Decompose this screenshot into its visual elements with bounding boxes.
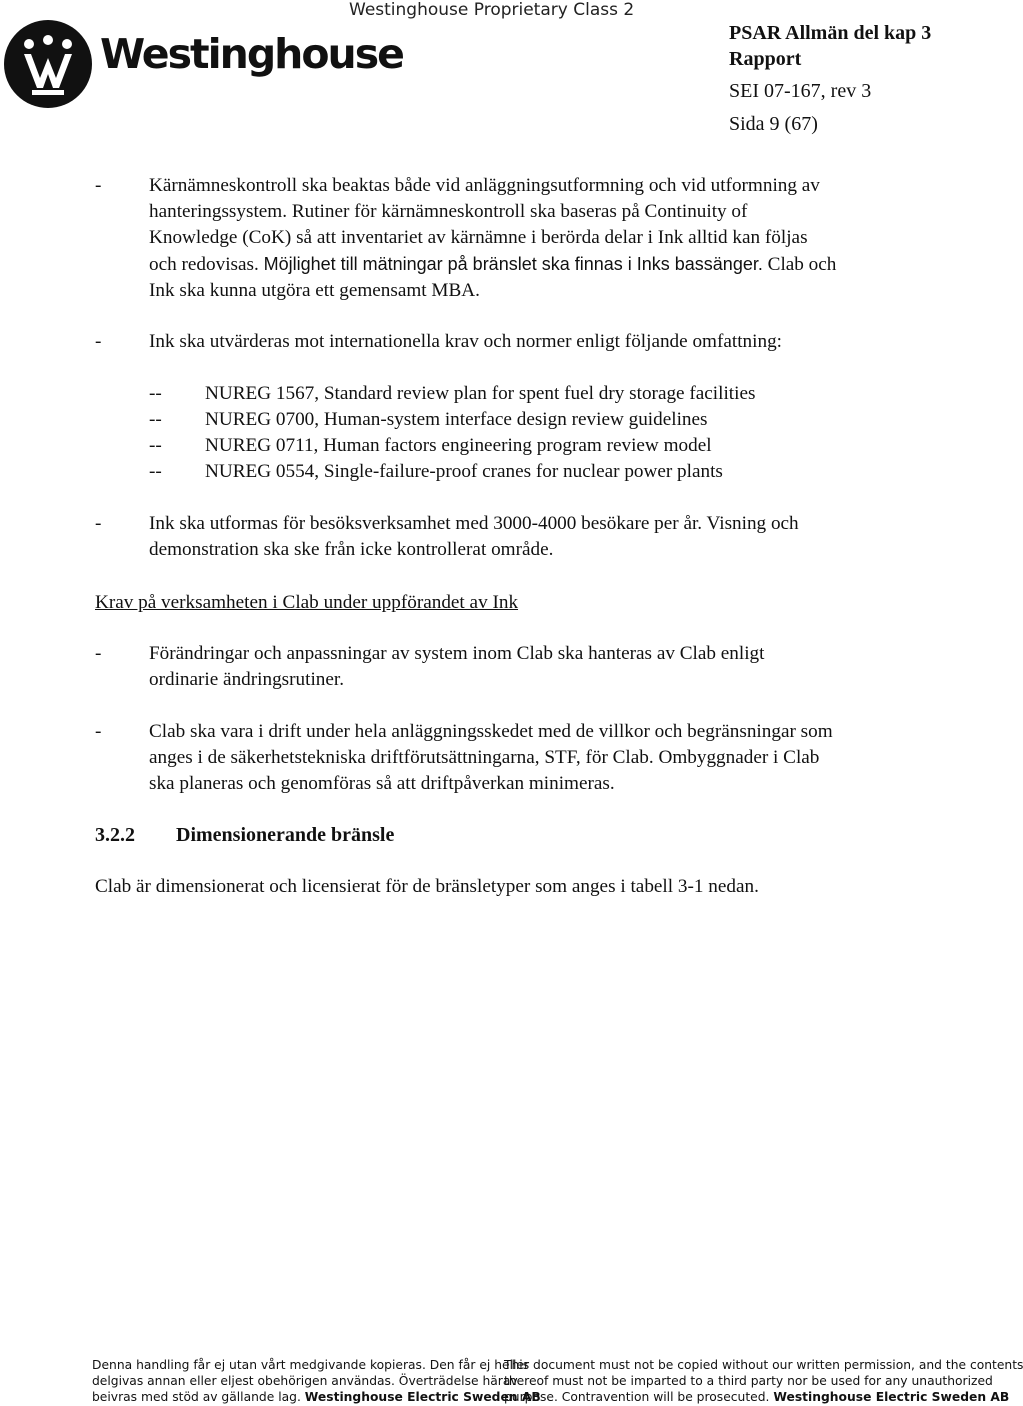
bullet-dash: - — [95, 643, 102, 664]
bullet-clab-operation — [149, 719, 939, 797]
bullet-visitor-activity — [149, 511, 939, 563]
classification-label: Westinghouse Proprietary Class 2 — [349, 0, 635, 20]
text-segment-sans: Möjlighet till mätningar på bränslet ska finnas i Inks bassänger. — [263, 254, 763, 274]
nureg-item: NUREG 0700, Human-system interface design review guidelines — [205, 409, 708, 430]
bullet-dash: - — [95, 331, 102, 352]
footer-line: This document must not be copied without our written permission, and the contents — [504, 1358, 1023, 1372]
footer-line — [92, 1389, 541, 1405]
section-title: Dimensionerande bränsle — [176, 824, 395, 846]
nureg-item: NUREG 0554, Single-failure-proof cranes for nuclear power plants — [205, 461, 723, 482]
sub-bullet-dash: -- — [149, 409, 162, 430]
bullet-nuclear-material-control — [149, 173, 939, 304]
text-line: Clab ska vara i drift under hela anläggningsskedet med de villkor och begränsningar som — [149, 721, 833, 742]
text-line: Ink ska kunna utgöra ett gemensamt MBA. — [149, 280, 480, 301]
text-line: Kärnämneskontroll ska beaktas både vid anläggningsutformning och vid utformning av — [149, 175, 820, 196]
footer-text: beivras med stöd av gällande lag. — [92, 1390, 301, 1404]
sub-bullet-dash: -- — [149, 383, 162, 404]
nureg-item: NUREG 1567, Standard review plan for spent fuel dry storage facilities — [205, 383, 756, 404]
text-line: ordinarie ändringsrutiner. — [149, 669, 345, 690]
footer-line: delgivas annan eller eljest obehörigen användas. Överträdelse härav — [92, 1374, 518, 1388]
page-number: Sida 9 (67) — [729, 113, 818, 135]
section-number: 3.2.2 — [95, 824, 135, 846]
document-type: Rapport — [729, 48, 802, 70]
text-line: Knowledge (CoK) så att inventariet av kärnämne i berörda delar i Ink alltid kan följas — [149, 227, 808, 248]
footer-line — [504, 1389, 1023, 1405]
bullet-dash: - — [95, 175, 102, 196]
text-segment: Clab och — [767, 254, 837, 275]
document-title: PSAR Allmän del kap 3 — [729, 22, 932, 44]
section-subheading: Krav på verksamheten i Clab under uppförandet av Ink — [95, 592, 519, 613]
footer-line: Denna handling får ej utan vårt medgivande kopieras. Den får ej heller — [92, 1358, 530, 1372]
bullet-international-requirements: Ink ska utvärderas mot internationella krav och normer enligt följande omfattning: — [149, 331, 782, 352]
text-line: demonstration ska ske från icke kontrollerat område. — [149, 539, 554, 560]
text-line — [149, 251, 939, 278]
bullet-changes-clab — [149, 641, 939, 693]
document-id: SEI 07-167, rev 3 — [729, 80, 872, 102]
text-line: hanteringssystem. Rutiner för kärnämneskontroll ska baseras på Continuity of — [149, 201, 748, 222]
closing-paragraph: Clab är dimensionerat och licensierat för de bränsletyper som anges i tabell 3-1 nedan. — [95, 876, 759, 897]
westinghouse-logo — [2, 18, 403, 108]
nureg-item: NUREG 0711, Human factors engineering program review model — [205, 435, 712, 456]
text-line: ska planeras och genomföras så att driftpåverkan minimeras. — [149, 773, 615, 794]
footer-line: thereof must not be imparted to a third party nor be used for any unauthorized — [504, 1374, 993, 1388]
westinghouse-logo-icon — [2, 18, 94, 110]
bullet-dash: - — [95, 721, 102, 742]
text-line: anges i de säkerhetstekniska driftförutsättningarna, STF, för Clab. Ombyggnader i Clab — [149, 747, 820, 768]
logo-wordmark: Westinghouse — [100, 30, 403, 78]
text-line: Förändringar och anpassningar av system inom Clab ska hanteras av Clab enligt — [149, 643, 765, 664]
footer-text: purpose. Contravention will be prosecuted. — [504, 1390, 770, 1404]
sub-bullet-dash: -- — [149, 435, 162, 456]
bullet-dash: - — [95, 513, 102, 534]
footer-company: Westinghouse Electric Sweden AB — [773, 1390, 1010, 1404]
footer-notice-english — [504, 1357, 1023, 1405]
footer-company: Westinghouse Electric Sweden AB — [304, 1390, 541, 1404]
text-segment: och redovisas. — [149, 254, 259, 275]
sub-bullet-dash: -- — [149, 461, 162, 482]
text-line: Ink ska utformas för besöksverksamhet med 3000-4000 besökare per år. Visning och — [149, 513, 799, 534]
footer-notice-swedish — [92, 1357, 541, 1405]
